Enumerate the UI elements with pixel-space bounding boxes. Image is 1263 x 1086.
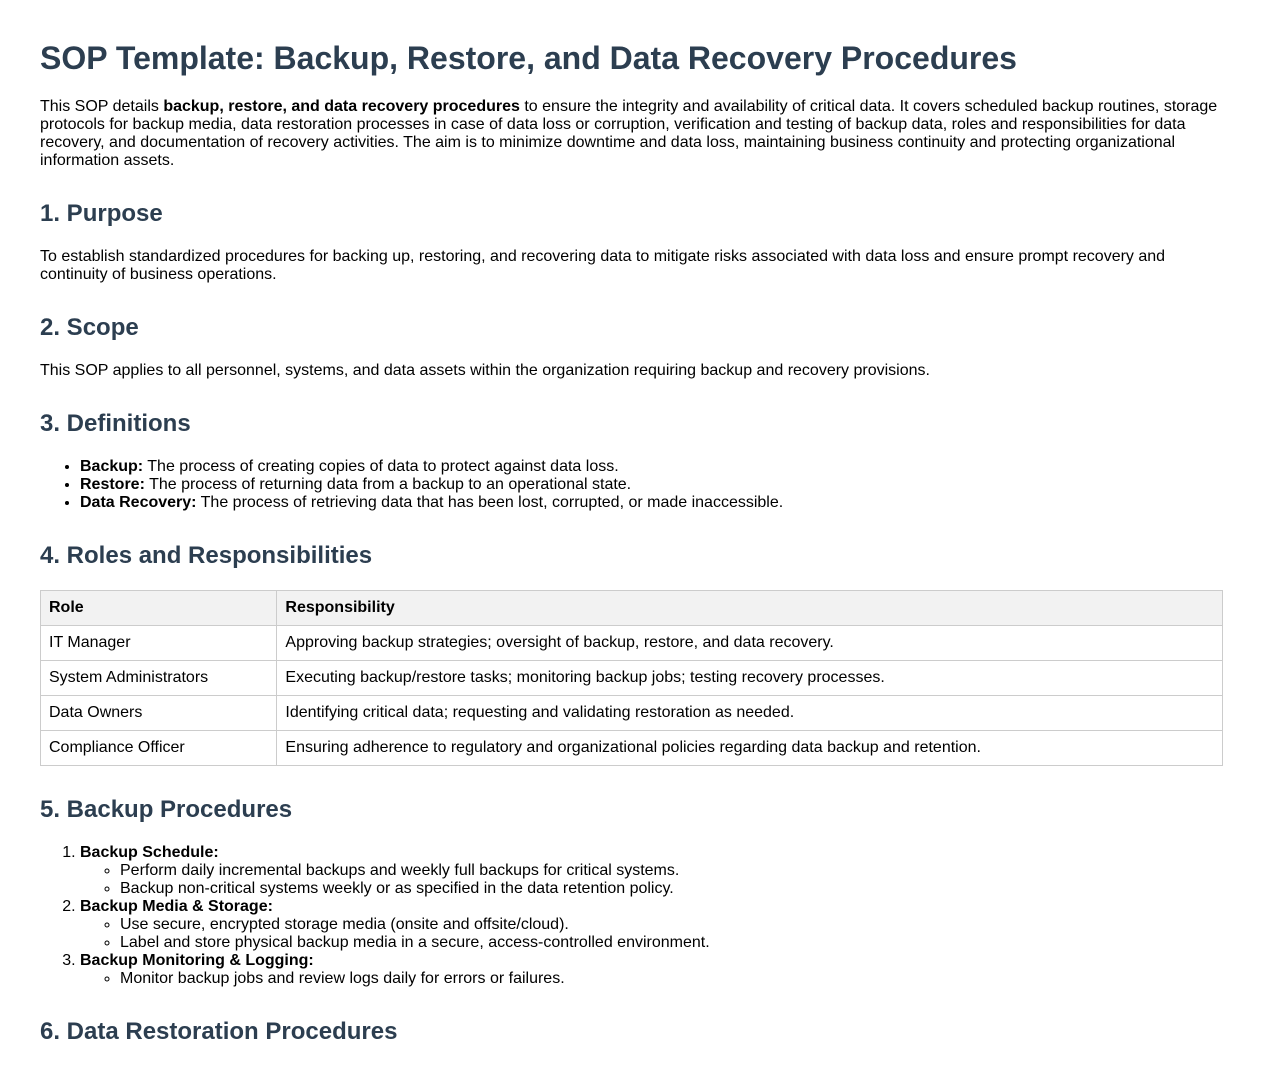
role-cell: System Administrators [41, 661, 277, 696]
definition-item [80, 494, 1223, 512]
definition-term: Data Recovery: [80, 494, 197, 511]
intro-text-bold: backup, restore, and data recovery procedures [163, 98, 520, 115]
procedure-item [80, 898, 1223, 952]
responsibility-cell: Executing backup/restore tasks; monitoring backup jobs; testing recovery processes. [277, 661, 1223, 696]
definition-text: The process of creating copies of data to protect against data loss. [143, 458, 619, 475]
table-row [41, 626, 1223, 661]
definition-term: Backup: [80, 458, 144, 475]
procedure-subitem: ◦ Use secure, encrypted storage media (onsite and offsite/cloud). [120, 916, 1223, 934]
role-cell: IT Manager [41, 626, 277, 661]
procedure-item [80, 952, 1223, 988]
role-cell: Data Owners [41, 696, 277, 731]
responsibility-cell: Identifying critical data; requesting and validating restoration as needed. [277, 696, 1223, 731]
section-heading-data-restoration: 6. Data Restoration Procedures [40, 1018, 398, 1045]
section-heading-roles: 4. Roles and Responsibilities [40, 542, 373, 569]
roles-table [40, 590, 1223, 766]
procedure-title: Backup Schedule: [80, 844, 219, 861]
section-heading-scope: 2. Scope [40, 314, 139, 341]
definition-text: The process of retrieving data that has been lost, corrupted, or made inaccessible. [196, 494, 784, 511]
intro-paragraph [40, 98, 1223, 170]
intro-text-before: This SOP details [40, 98, 164, 115]
section-heading-backup-procedures: 5. Backup Procedures [40, 796, 293, 823]
procedure-subitem: ◦ Backup non-critical systems weekly or as specified in the data retention policy. [120, 880, 1223, 898]
procedure-subitems [80, 862, 1223, 898]
procedure-subitem: ◦ Monitor backup jobs and review logs daily for errors or failures. [120, 970, 1223, 988]
procedure-subitem: ◦ Label and store physical backup media in a secure, access-controlled environment. [120, 934, 1223, 952]
table-row [41, 731, 1223, 766]
definitions-list [40, 458, 1223, 512]
procedure-subitems [80, 916, 1223, 952]
section-heading-definitions: 3. Definitions [40, 410, 191, 437]
page-title: SOP Template: Backup, Restore, and Data Recovery Procedures [40, 40, 1017, 76]
section-heading-purpose: 1. Purpose [40, 200, 163, 227]
definition-item [80, 458, 1223, 476]
backup-procedures-list [40, 844, 1223, 988]
table-header-responsibility: Responsibility [277, 591, 1223, 626]
procedure-subitems [80, 970, 1223, 988]
scope-paragraph: This SOP applies to all personnel, systems, and data assets within the organization requiring backup and recovery provisions. [40, 362, 930, 379]
procedure-item [80, 844, 1223, 898]
procedure-title: Backup Media & Storage: [80, 898, 273, 915]
definition-text: The process of returning data from a backup to an operational state. [144, 476, 632, 493]
definition-term: Restore: [80, 476, 145, 493]
procedure-subitem: ◦ Perform daily incremental backups and weekly full backups for critical systems. [120, 862, 1223, 880]
table-row [41, 696, 1223, 731]
purpose-paragraph: To establish standardized procedures for backing up, restoring, and recovering data to mitigate risks associated with data loss and ensure prompt recovery and continuity of business operations. [40, 248, 1166, 283]
responsibility-cell: Ensuring adherence to regulatory and organizational policies regarding data backup and retention. [277, 731, 1223, 766]
responsibility-cell: Approving backup strategies; oversight of backup, restore, and data recovery. [277, 626, 1223, 661]
role-cell: Compliance Officer [41, 731, 277, 766]
definition-item [80, 476, 1223, 494]
table-row [41, 661, 1223, 696]
table-header-role: Role [41, 591, 277, 626]
intro-text-after: to ensure the integrity and availability of critical data. It covers scheduled backup routines, storage protocols for backup media, data restoration processes in case of data loss or corruption, verification and testing of backup data, roles and responsibilities for data recovery, and documentation of recovery activities. The aim is to minimize downtime and data loss, maintaining business continuity and protecting organizational information assets. [40, 98, 1218, 169]
sop-document [40, 40, 1223, 1046]
procedure-title: Backup Monitoring & Logging: [80, 952, 314, 969]
table-header-row [41, 591, 1223, 626]
